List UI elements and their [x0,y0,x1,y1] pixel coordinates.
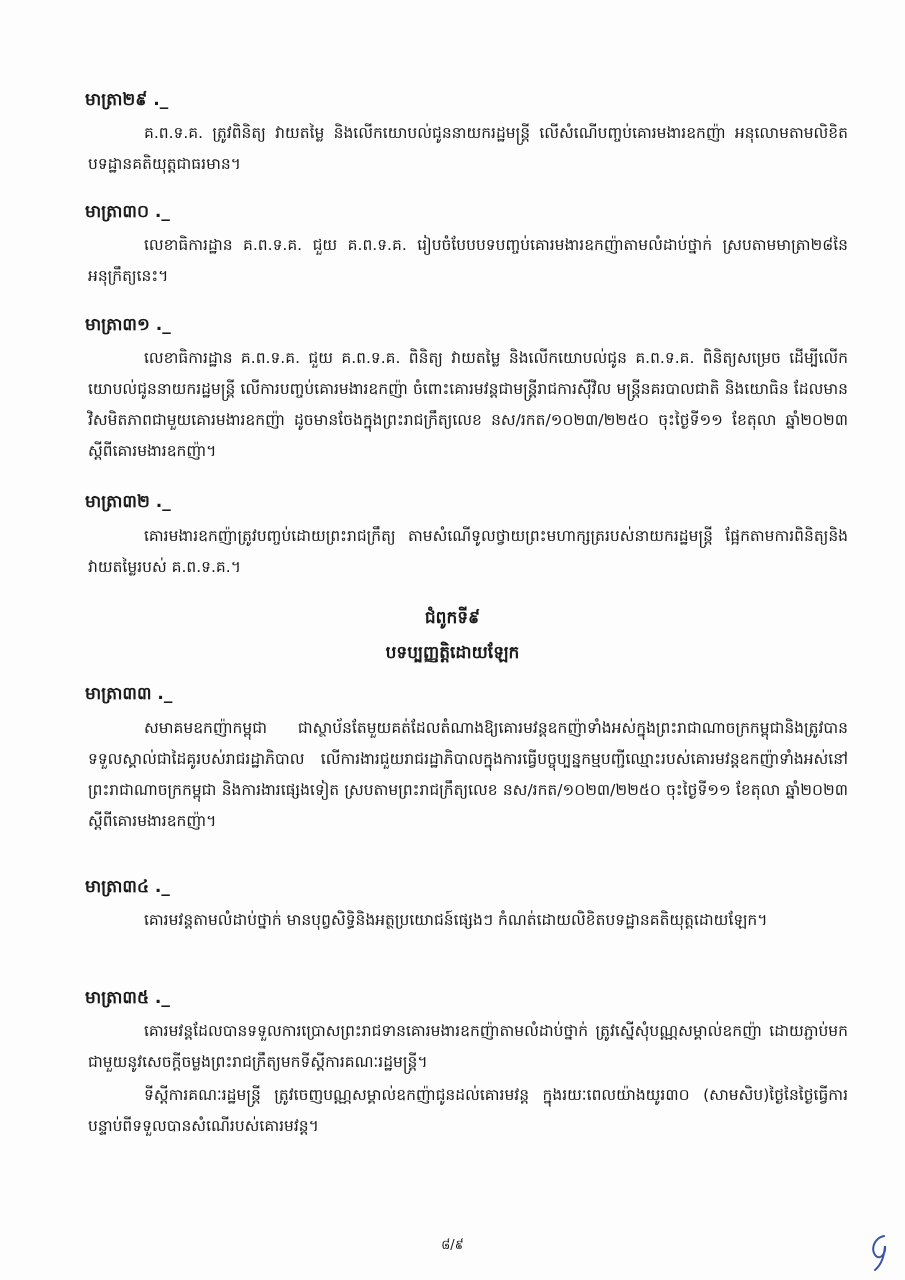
article-heading: មាត្រា២៩ ._ [85,90,169,110]
article-paragraph: លេខាធិការដ្ឋាន គ.ព.ទ.គ. ជួយ គ.ព.ទ.គ. រៀបចំបែបបទបញ្ចប់គោរមងារឧកញ៉ាតាមលំដាប់ថ្នាក់ ស្របតាមមាត្រា២៨នៃអនុក្រឹត្យនេះ។ [88,236,848,285]
article-paragraph: ទីស្តីការគណៈរដ្ឋមន្ត្រី ត្រូវចេញបណ្ណសម្គាល់ឧកញ៉ាជូនដល់គោរមវន្ត ក្នុងរយៈពេលយ៉ាងយូរ៣០ (សាមសិប)ថ្ងៃនៃថ្ងៃធ្វើការ បន្ទាប់ពីទទួលបានសំណើរបស់គោរមវន្ត។ [88,1086,848,1135]
page-number: ៨/៩ [441,1238,464,1253]
handwritten-initials-mark [866,1232,894,1272]
article-heading: មាត្រា៣៣ ._ [85,684,173,704]
article-heading: មាត្រា៣៤ ._ [85,877,170,897]
article-heading: មាត្រា៣១ ._ [85,315,171,335]
article-heading: មាត្រា៣៥ ._ [85,988,170,1008]
article-paragraph: គោរមវន្តតាមលំដាប់ថ្នាក់ មានបុព្វសិទ្ធិនិងអត្ថប្រយោជន៍ផ្សេងៗ កំណត់ដោយលិខិតបទដ្ឋានគតិយុត្តដោយឡែក។ [144,911,768,929]
article-paragraph: សមាគមឧកញ៉ាកម្ពុជា ជាស្ថាប័នតែមួយគត់ដែលតំណាងឱ្យគោរមវន្តឧកញ៉ាទាំងអស់ក្នុងព្រះរាជាណាចក្រកម្ពុជានិងត្រូវបានទទួលស្គាល់ជាដៃគូរបស់រាជរដ្ឋាភិបាល លើការងារជួយរាជរដ្ឋាភិបាលក្នុងការធ្វើបច្ចុប្បន្នកម្មបញ្ជីឈ្មោះរបស់គោរមវន្តឧកញ៉ាទាំងអស់នៅព្រះរាជាណាចក្រកម្ពុជា និងការងារផ្សេងទៀត ស្របតាមព្រះរាជក្រឹត្យលេខ នស/រកត/១០២៣/២២៥០ ចុះថ្ងៃទី១១ ខែតុលា ឆ្នាំ២០២៣ ស្តីពីគោរមងារឧកញ៉ា។ [88,719,848,830]
article-paragraph: គោរមវន្តដែលបានទទួលការប្រោសព្រះរាជទានគោរមងារឧកញ៉ាតាមលំដាប់ថ្នាក់ ត្រូវស្នើសុំបណ្ណសម្គាល់ឧកញ៉ា ដោយភ្ជាប់មកជាមួយនូវសេចក្តីចម្លងព្រះរាជក្រឹត្យមកទីស្តីការគណៈរដ្ឋមន្ត្រី។ [88,1022,848,1071]
article-paragraph: លេខាធិការដ្ឋាន គ.ព.ទ.គ. ជួយ គ.ព.ទ.គ. ពិនិត្យ វាយតម្លៃ និងលើកយោបល់ជូន គ.ព.ទ.គ. ពិនិត្យសម្រេច ដើម្បីលើកយោបល់ជូននាយករដ្ឋមន្ត្រី លើការបញ្ចប់គោរមងារឧកញ៉ា ចំពោះគោរមវន្តជាមន្ត្រីរាជការស៊ីវិល មន្ត្រីនគរបាលជាតិ និងយោធិន ដែលមានវិសមិតភាពជាមួយគោរមងារឧកញ៉ា ដូចមានចែងក្នុងព្រះរាជក្រឹត្យលេខ នស/រកត/១០២៣/២២៥០ ចុះថ្ងៃទី១១ ខែតុលា ឆ្នាំ២០២៣ ស្តីពីគោរមងារឧកញ៉ា។ [88,349,848,460]
article-paragraph: គោរមងារឧកញ៉ាត្រូវបញ្ចប់ដោយព្រះរាជក្រឹត្យ តាមសំណើទូលថ្វាយព្រះមហាក្សត្ររបស់នាយករដ្ឋមន្ត្រី ផ្អែកតាមការពិនិត្យនិងវាយតម្លៃរបស់ គ.ព.ទ.គ.។ [88,527,848,576]
chapter-title: បទប្បញ្ញត្តិដោយឡែក [385,643,520,663]
article-heading: មាត្រា៣២ ._ [85,492,171,512]
article-paragraph: គ.ព.ទ.គ. ត្រូវពិនិត្យ វាយតម្លៃ និងលើកយោបល់ជូននាយករដ្ឋមន្ត្រី លើសំណើបញ្ចប់គោរមងារឧកញ៉ា អនុលោមតាមលិខិតបទដ្ឋានគតិយុត្តជាធរមាន។ [88,124,848,173]
article-heading: មាត្រា៣០ ._ [85,202,170,222]
chapter-number: ជំពូកទី៩ [424,608,481,628]
